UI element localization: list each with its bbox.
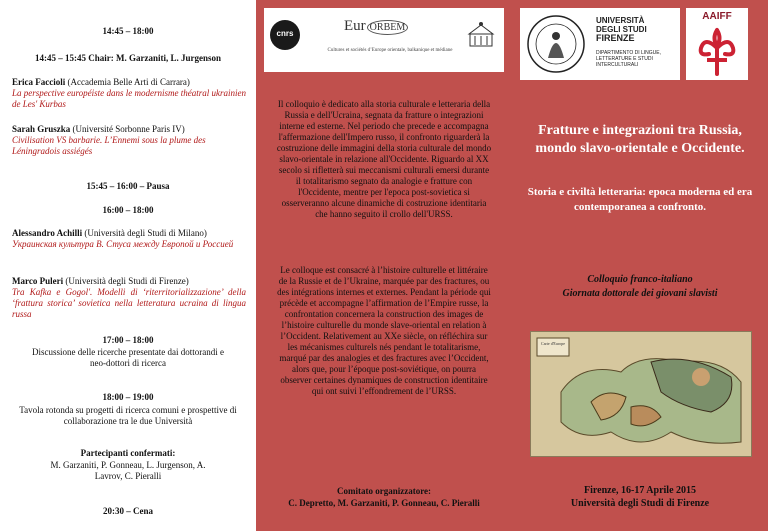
speaker-name: Erica Faccioli bbox=[12, 77, 66, 87]
talk-title: La perspective européiste dans le modernisme théatral ukrainien de Les' Kurbas bbox=[12, 88, 246, 109]
committee-members: C. Depretto, M. Garzaniti, P. Gonneau, C. Pieralli bbox=[288, 498, 480, 508]
talk-title: Украинская культура В. Стуса между Европой и Россией bbox=[12, 239, 234, 249]
session-time: 16:00 – 18:00 bbox=[102, 205, 154, 215]
session-time: 18:00 – 19:00 bbox=[102, 392, 154, 402]
talk-1 bbox=[12, 77, 246, 110]
caricature-map bbox=[530, 331, 752, 457]
session-time: 17:00 – 18:00 bbox=[102, 335, 154, 345]
committee-title: Comitato organizzatore: bbox=[336, 486, 432, 496]
talk-title: Tra Kafka e Gogol'. Modelli di ‘riterritorializzazione’ della ‘frattura storica’ sovietica nella letteratura ucraina di lingua russa bbox=[12, 287, 246, 319]
university-seal-icon bbox=[526, 14, 586, 74]
session-time: 14:45 – 18:00 bbox=[102, 26, 154, 36]
talk-4 bbox=[12, 276, 246, 320]
event-subtitle: Storia e civiltà letteraria: epoca moderna ed era contemporanea a confronto. bbox=[527, 186, 753, 213]
session-description: Tavola rotonda su progetti di ricerca comuni e prospettive di collaborazione tra le due Università bbox=[19, 405, 237, 426]
event-type-1: Colloquio franco-italiano bbox=[587, 274, 693, 285]
participants-list: M. Garzaniti, P. Gonneau, L. Jurgenson, A. Lavrov, C. Pieralli bbox=[50, 460, 206, 481]
speaker-name: Alessandro Achilli bbox=[12, 228, 83, 238]
event-type-2: Giornata dottorale dei giovani slavisti bbox=[562, 288, 718, 299]
italian-description: Il colloquio è dedicato alla storia culturale e letteraria della Russia e dell'Ucraina, segnata da fratture o integrazioni interne ed esterne. Nel periodo che precede e accompagna l'affermazione dell'Impero russo, il confronto riguarderà la costruzione delle immagini della storia culturale del mondo slavo-orientale in relazione all'Occidente. Riguardo al XX secolo si rifletterà sui meccanismi culturali emersi durante il totalitarismo segnato da analogie e fratture con l'Occidente, mentre per l'epoca post-sovietica si osserveranno alcune dinamiche di costruzione identitaria che hanno seguito il crollo dell'URSS. bbox=[276, 99, 492, 219]
description-column bbox=[256, 0, 512, 531]
aaiff-logo: AAIFF bbox=[686, 8, 748, 80]
speaker-affiliation: (Università degli Studi di Milano) bbox=[82, 228, 207, 238]
unifi-department: DIPARTIMENTO DI LINGUE, LETTERATURE E STUDI INTERCULTURALI bbox=[596, 50, 662, 68]
unifi-name: UNIVERSITÀ DEGLI STUDI FIRENZE bbox=[596, 16, 647, 43]
institution-building-icon bbox=[466, 20, 496, 50]
session-chair: 14:45 – 15:45 Chair: M. Garzaniti, L. Jurgenson bbox=[35, 53, 221, 63]
unifi-logo bbox=[520, 8, 680, 80]
eur-orbem-logo: Eur ORBEM bbox=[344, 18, 408, 35]
session-description: Discussione delle ricerche presentate dai dottorandi e neo-dottori di ricerca bbox=[32, 347, 224, 368]
french-description: Le colloque est consacré à l’histoire culturelle et littéraire de la Russie et de l’Ukraine, marquée par des fractures, ou des intégrations internes et externes. Pendant la période qui précède et accompagne l’affirmation de l’Empire russe, la confrontation concernera la construction des images de l’histoire culturelle du monde slave-oriental en relation à l’Occident. Relativement au XXe siècle, on réfléchira sur les mécanismes culturels nés pendant le totalitarisme, marqué par des analogies et des fractures avec l’Occident, alors que, pour l’époque post-soviétique, on pourra observer certaines dynamiques de construction identitaire qui ont suivi l’effondrement de l’URSS. bbox=[277, 265, 491, 396]
dinner-time: 20:30 – Cena bbox=[103, 506, 153, 516]
host-university: Università degli Studi di Firenze bbox=[570, 498, 710, 509]
orbem-subtitle: Cultures et sociétés d’Europe orientale, balkanique et médiane bbox=[327, 48, 453, 53]
partner-logos bbox=[264, 8, 504, 72]
event-title: Fratture e integrazioni tra Russia, mondo slavo-orientale e Occidente. bbox=[535, 123, 745, 156]
pause-time: 15:45 – 16:00 – Pausa bbox=[86, 181, 170, 191]
participants-title: Partecipanti confermati: bbox=[80, 448, 176, 458]
talk-3 bbox=[12, 228, 246, 250]
title-column bbox=[512, 0, 768, 531]
programme-column bbox=[0, 0, 256, 531]
speaker-affiliation: (Université Sorbonne Paris IV) bbox=[70, 124, 185, 134]
map-title: Carte d'Europe bbox=[541, 341, 565, 346]
event-date: Firenze, 16-17 Aprile 2015 bbox=[583, 485, 697, 496]
speaker-name: Marco Puleri bbox=[12, 276, 64, 286]
speaker-affiliation: (Accademia Belle Arti di Carrara) bbox=[65, 77, 190, 87]
talk-2 bbox=[12, 124, 246, 157]
cnrs-logo: cnrs bbox=[270, 20, 300, 50]
speaker-affiliation: (Università degli Studi di Firenze) bbox=[63, 276, 189, 286]
europe-map-illustration bbox=[531, 332, 751, 456]
speaker-name: Sarah Gruszka bbox=[12, 124, 71, 134]
florence-lily-icon bbox=[695, 26, 739, 76]
talk-title: Civilisation VS barbarie. L’Ennemi sous la plume des Léningradois assiégés bbox=[12, 135, 206, 156]
